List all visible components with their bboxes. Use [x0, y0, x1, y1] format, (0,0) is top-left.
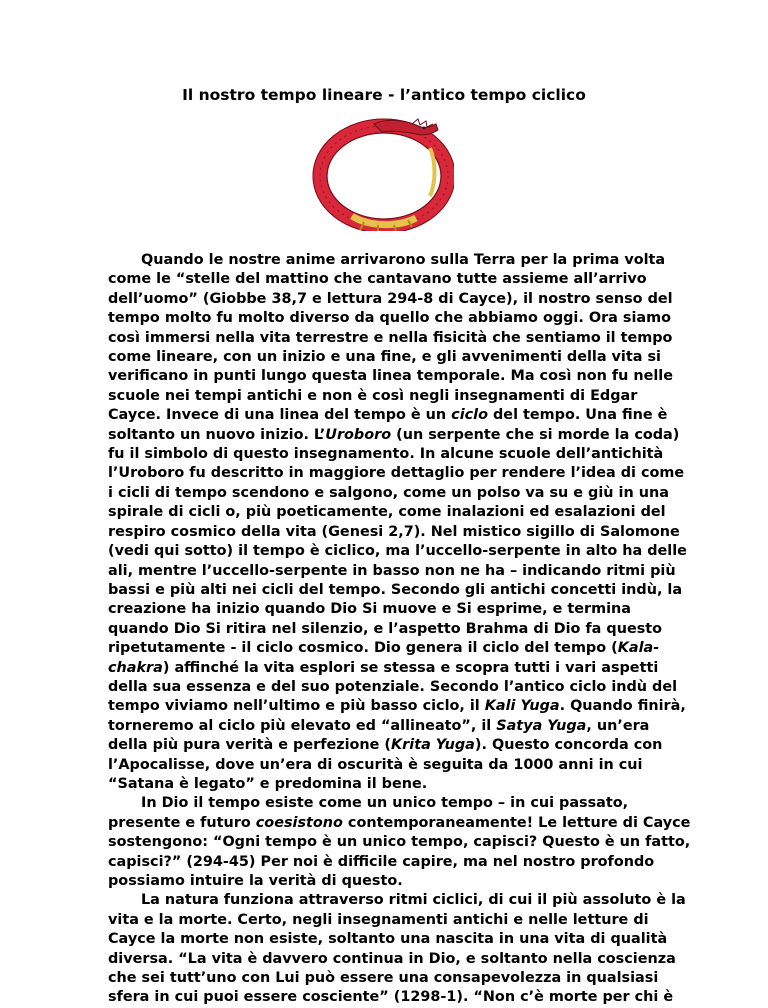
text-line: [108, 833, 691, 852]
text-segment: La natura funziona attraverso ritmi ciclici, di cui il più assoluto è la: [141, 892, 686, 909]
text-line: [108, 581, 683, 600]
paragraph: [108, 251, 687, 794]
text-line: [108, 697, 686, 716]
text-segment: del tempo. Una fine è: [488, 407, 668, 424]
ouroboros-icon: [312, 118, 454, 231]
text-line: [108, 251, 678, 270]
text-segment: scuole nei tempi antichi e non è così negli insegnamenti di Edgar: [108, 387, 638, 404]
text-line: [108, 872, 678, 891]
text-line: [108, 523, 678, 542]
text-segment: l’Uroboro fu descritto in maggiore dettaglio per rendere l’idea di come: [108, 465, 685, 482]
text-segment: Cayce la morte non esiste, soltanto una nascita in una vita di qualità: [108, 931, 668, 948]
text-line: [108, 406, 678, 425]
text-line: [108, 503, 678, 522]
text-segment: della più pura verità e perfezione (: [108, 737, 392, 754]
text-segment: capisci?” (294-45) Per noi è difficile capire, ma nel nostro profondo: [108, 853, 655, 870]
text-segment: ) affinché la vita esplori se stessa e scopra tutti i vari aspetti: [162, 659, 659, 676]
text-segment: dell’uomo” (Giobbe 38,7 e lettura 294-8 di Cayce), il nostro senso del: [108, 290, 673, 307]
text-segment: ). Questo concorda con: [474, 737, 663, 754]
text-segment: , un’era: [586, 717, 650, 734]
text-segment: possiamo intuire la verità di questo.: [108, 873, 403, 889]
text-segment: contemporaneamente! Le letture di Cayce: [342, 814, 691, 831]
text-line: [108, 639, 678, 658]
text-segment: spirale di cicli o, più poeticamente, come inalazioni ed esalazioni del: [108, 504, 666, 521]
paragraph: [108, 891, 686, 1007]
text-segment: ripetutamente - il ciclo cosmico. Dio genera il ciclo del tempo (: [108, 640, 618, 657]
text-segment: “Satana è legato” e predomina il bene.: [108, 775, 428, 792]
text-line: [108, 290, 678, 309]
text-line: [108, 969, 678, 988]
text-line: [108, 678, 678, 697]
text-line: [108, 542, 687, 561]
text-line: [108, 387, 678, 406]
text-line: [108, 270, 678, 289]
italic-term: coesistono: [255, 814, 343, 831]
text-segment: ali, mentre l’uccello-serpente in basso non ne ha – indicando ritmi più: [108, 562, 676, 579]
text-line: [108, 659, 678, 678]
text-line: [108, 794, 678, 813]
text-segment: verificano in punti lungo questa linea temporale. Ma così non fu nelle: [108, 368, 674, 385]
text-segment: diversa. “La vita è davvero continua in Dio, e soltanto nella coscienza: [108, 950, 676, 967]
text-line: [108, 988, 678, 1007]
text-line: [108, 426, 678, 445]
text-line: [108, 562, 678, 581]
text-segment: torneremo al ciclo più elevato ed “allineato”, il: [108, 717, 497, 734]
italic-term: Krita Yuga: [391, 737, 475, 754]
text-segment: come lineare, con un inizio e una fine, e gli avvenimenti della vita si: [108, 349, 661, 366]
text-line: [108, 911, 678, 930]
page-title: Il nostro tempo lineare - l’antico tempo ciclico: [182, 86, 586, 104]
text-segment: della sua essenza e del suo potenziale. Secondo l’antico ciclo indù del: [108, 678, 678, 695]
text-segment: (vedi qui sotto) il tempo è ciclico, ma l’uccello-serpente in alto ha delle: [108, 543, 687, 560]
text-line: [108, 329, 678, 348]
text-segment: che sei tutt’uno con Lui può essere una consapevolezza in qualsiasi: [108, 970, 659, 987]
text-line: [108, 891, 686, 910]
italic-term: chakra: [108, 659, 163, 676]
text-segment: soltanto un nuovo inizio. L’: [108, 426, 326, 443]
italic-term: Kali Yuga: [484, 698, 560, 715]
text-line: [108, 717, 678, 736]
text-line: [108, 756, 678, 775]
text-line: [108, 775, 678, 794]
italic-term: Uroboro: [325, 426, 392, 443]
text-line: [108, 309, 678, 328]
text-segment: . Quando finirà,: [559, 698, 686, 715]
text-line: [108, 930, 678, 949]
text-line: [108, 445, 678, 464]
text-line: [108, 464, 685, 483]
text-segment: (un serpente che si morde la coda): [391, 426, 680, 443]
text-segment: tempo viviamo nell’ultimo e più basso ciclo, il: [108, 698, 485, 715]
text-line: [108, 950, 678, 969]
text-segment: l’Apocalisse, dove un’era di oscurità è seguita da 1000 anni in cui: [108, 756, 643, 773]
text-line: [108, 600, 678, 619]
text-line: [108, 620, 678, 639]
paragraph: [108, 794, 691, 891]
text-segment: fu il simbolo di questo insegnamento. In alcune scuole dell’antichità: [108, 446, 664, 463]
text-segment: bassi e più alti nei cicli del tempo. Secondo gli antichi concetti indù, la: [108, 581, 683, 598]
text-segment: presente e futuro: [108, 814, 256, 831]
text-segment: creazione ha inizio quando Dio Si muove e Si esprime, e termina: [108, 601, 632, 618]
text-segment: In Dio il tempo esiste come un unico tempo – in cui passato,: [141, 795, 629, 812]
text-segment: Cayce. Invece di una linea del tempo è un: [108, 407, 452, 424]
italic-term: Kala-: [617, 640, 660, 657]
text-segment: vita e la morte. Certo, negli insegnamenti antichi e nelle letture di: [108, 911, 649, 928]
text-line: [108, 853, 678, 872]
text-line: [108, 348, 678, 367]
text-segment: Quando le nostre anime arrivarono sulla Terra per la prima volta: [141, 252, 666, 268]
text-segment: i cicli di tempo scendono e salgono, come un polso va su e giù in una: [108, 484, 669, 501]
text-segment: respiro cosmico della vita (Genesi 2,7). Nel mistico sigillo di Salomone: [108, 523, 680, 540]
text-segment: tempo molto fu molto diverso da quello che abbiamo oggi. Ora siamo: [108, 310, 671, 327]
text-line: [108, 484, 678, 503]
text-segment: così immersi nella vita terrestre e nella fisicità che sentiamo il tempo: [108, 329, 673, 346]
italic-term: Satya Yuga: [496, 717, 587, 734]
text-line: [108, 814, 691, 833]
text-segment: come le “stelle del mattino che cantavano tutte assieme all’arrivo: [108, 271, 647, 288]
text-segment: quando Dio Si ritira nel silenzio, e l’aspetto Brahma di Dio fa questo: [108, 620, 663, 637]
article-body: [108, 251, 691, 1008]
text-segment: sfera in cui puoi essere cosciente” (1298-1). “Non c’è morte per chi è: [108, 989, 674, 1006]
text-line: [108, 367, 678, 386]
text-line: [108, 736, 678, 755]
italic-term: ciclo: [451, 407, 488, 424]
text-segment: sostengono: “Ogni tempo è un unico tempo, capisci? Questo è un fatto,: [108, 834, 691, 851]
